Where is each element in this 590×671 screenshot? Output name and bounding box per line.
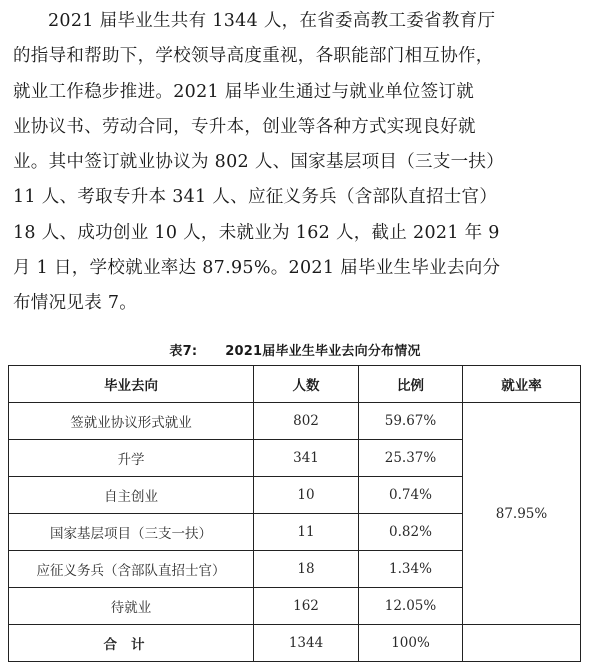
paragraph-line: 业。其中签订就业协议为 802 人、国家基层项目（三支一扶） bbox=[13, 152, 505, 173]
cell-employment-rate: 87.95% bbox=[463, 403, 581, 625]
paragraph-line: 2021 届毕业生共有 1344 人，在省委高教工委省教育厅 bbox=[48, 11, 496, 31]
cell-ratio: 25.37% bbox=[359, 440, 463, 477]
table-caption-label: 表7: bbox=[169, 344, 198, 359]
paragraph-line: 18 人、成功创业 10 人，未就业为 162 人，截止 2021 年 9 bbox=[13, 222, 500, 243]
paragraph-line: 月 1 日，学校就业率达 87.95%。2021 届毕业生毕业去向分 bbox=[13, 258, 501, 279]
cell-count: 341 bbox=[254, 440, 359, 477]
total-empty-cell bbox=[463, 625, 581, 662]
header-employment-rate: 就业率 bbox=[463, 366, 581, 403]
table-row bbox=[9, 403, 581, 440]
table-caption-title: 2021届毕业生毕业去向分布情况 bbox=[225, 344, 421, 359]
cell-count: 18 bbox=[254, 551, 359, 588]
total-count: 1344 bbox=[254, 625, 359, 662]
cell-count: 162 bbox=[254, 588, 359, 625]
paragraph-line: 布情况见表 7。 bbox=[13, 293, 138, 314]
cell-ratio: 12.05% bbox=[359, 588, 463, 625]
cell-count: 802 bbox=[254, 403, 359, 440]
cell-destination: 应征义务兵（含部队直招士官） bbox=[9, 551, 254, 588]
destination-table bbox=[8, 365, 581, 662]
cell-destination: 自主创业 bbox=[9, 477, 254, 514]
paragraph-line: 11 人、考取专升本 341 人、应征义务兵（含部队直招士官） bbox=[13, 187, 498, 208]
paragraph-line: 就业工作稳步推进。2021 届毕业生通过与就业单位签订就 bbox=[13, 81, 474, 102]
header-destination: 毕业去向 bbox=[9, 366, 254, 403]
header-ratio: 比例 bbox=[359, 366, 463, 403]
paragraph-line: 业协议书、劳动合同，专升本，创业等各种方式实现良好就 bbox=[13, 116, 476, 137]
paragraph-line: 的指导和帮助下，学校领导高度重视，各职能部门相互协作， bbox=[13, 46, 494, 67]
total-ratio: 100% bbox=[359, 625, 463, 662]
total-label: 合计 bbox=[9, 625, 254, 662]
cell-ratio: 0.74% bbox=[359, 477, 463, 514]
cell-destination: 待就业 bbox=[9, 588, 254, 625]
cell-destination: 升学 bbox=[9, 440, 254, 477]
table-total-row bbox=[9, 625, 581, 662]
table-caption bbox=[0, 340, 590, 359]
table-header-row bbox=[9, 366, 581, 403]
header-count: 人数 bbox=[254, 366, 359, 403]
cell-ratio: 59.67% bbox=[359, 403, 463, 440]
cell-ratio: 1.34% bbox=[359, 551, 463, 588]
cell-count: 10 bbox=[254, 477, 359, 514]
body-paragraph bbox=[13, 4, 583, 322]
cell-ratio: 0.82% bbox=[359, 514, 463, 551]
cell-count: 11 bbox=[254, 514, 359, 551]
cell-destination: 国家基层项目（三支一扶） bbox=[9, 514, 254, 551]
cell-destination: 签就业协议形式就业 bbox=[9, 403, 254, 440]
